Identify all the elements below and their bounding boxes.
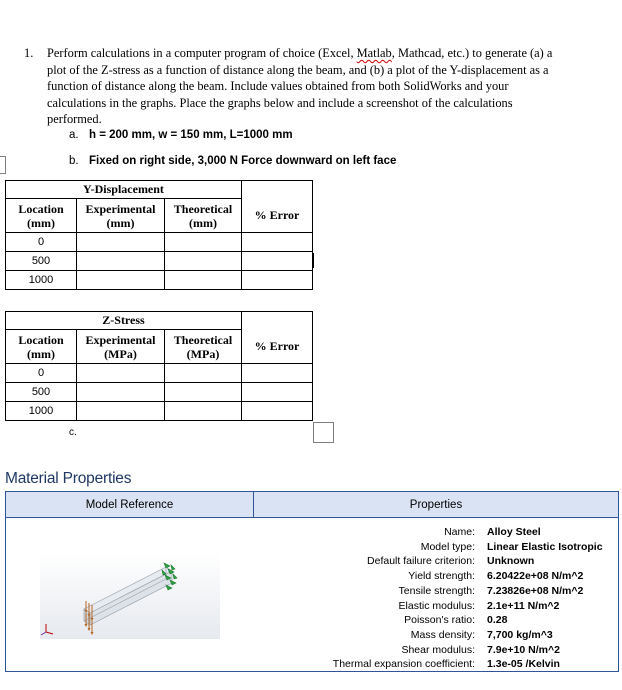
col-header: Theoretical (mm) [165, 199, 242, 233]
table-row [6, 383, 313, 402]
table-cell[interactable] [165, 402, 242, 421]
table-cell[interactable]: 1000 [6, 402, 77, 421]
property-row: Poisson's ratio: 0.28 [404, 614, 508, 627]
property-row: Model type: Linear Elastic Isotropic [420, 540, 603, 553]
col-header: % Error [242, 199, 313, 233]
z-stress-table [5, 311, 313, 421]
table-cell[interactable] [165, 383, 242, 402]
margin-marker [0, 156, 6, 174]
table-cell[interactable] [165, 271, 242, 290]
property-row: Shear modulus: 7.9e+10 N/m^2 [401, 643, 560, 656]
property-row: Mass density: 7,700 kg/m^3 [410, 628, 553, 641]
properties-header: Properties [409, 499, 463, 511]
table-cell[interactable] [242, 271, 313, 290]
question-text: Perform calculations in a computer program of choice (Excel, Matlab, Mathcad, etc.) to generate (a) a plot of the Z-stress as a function of distance along the beam, and (b) a plot of the Y-displacement as a function of distance along the beam. Include values obtained from both SolidWorks and your calculations in the graphs. Place the graphs below and include a screenshot of the calculations performed. [47, 46, 553, 127]
col-header: Experimental (MPa) [77, 330, 165, 364]
table-cell[interactable]: 500 [6, 252, 77, 271]
table-cell[interactable] [77, 252, 165, 271]
question-number: 1. [24, 46, 34, 60]
table-cell[interactable] [242, 402, 313, 421]
table-row [6, 233, 313, 252]
table-cell[interactable]: 0 [6, 233, 77, 252]
beam-model-image [40, 553, 220, 639]
table-title: Y-Displacement [6, 181, 242, 199]
table-cell[interactable] [77, 271, 165, 290]
model-reference-header: Model Reference [85, 499, 174, 511]
properties-list [300, 525, 603, 672]
table-row [6, 364, 313, 383]
axis-triad-icon [40, 623, 54, 637]
property-row: Tensile strength: 7.23826e+08 N/m^2 [398, 584, 584, 597]
table-cell[interactable]: 0 [6, 364, 77, 383]
question-block [24, 45, 564, 128]
table-cell[interactable]: 1000 [6, 271, 77, 290]
table-cell[interactable] [242, 383, 313, 402]
col-header: Theoretical (MPa) [165, 330, 242, 364]
property-row: Name: Alloy Steel [444, 526, 541, 538]
sub-item-b: b. Fixed on right side, 3,000 N Force downward on left face [69, 155, 397, 167]
table-cell[interactable] [165, 252, 242, 271]
table-cell[interactable]: 500 [6, 383, 77, 402]
col-header: Location (mm) [6, 199, 77, 233]
table-cell[interactable] [165, 233, 242, 252]
table-cell[interactable] [242, 364, 313, 383]
y-displacement-table [5, 180, 313, 290]
col-header: Experimental (mm) [77, 199, 165, 233]
property-row: Yield strength: 6.20422e+08 N/m^2 [408, 570, 584, 583]
table-row [6, 271, 313, 290]
material-properties-heading: Material Properties [5, 470, 132, 487]
image-placeholder[interactable] [313, 422, 334, 443]
sub-item-c: c. [69, 427, 77, 438]
property-row: Thermal expansion coefficient: 1.3e-05 /Kelvin [332, 658, 560, 671]
col-header: % Error [242, 330, 313, 364]
sub-item-a: a. h = 200 mm, w = 150 mm, L=1000 mm [69, 129, 293, 141]
table-row [6, 252, 313, 271]
col-header: Location (mm) [6, 330, 77, 364]
property-row: Elastic modulus: 2.1e+11 N/m^2 [398, 599, 560, 612]
table-cell[interactable] [242, 233, 313, 252]
table-cell[interactable] [242, 252, 313, 271]
table-cell[interactable] [77, 383, 165, 402]
table-cell[interactable] [77, 402, 165, 421]
table-cell[interactable] [165, 364, 242, 383]
table-title: Z-Stress [6, 312, 242, 330]
spellcheck-word: Matlab [356, 46, 392, 60]
table-cell[interactable] [77, 233, 165, 252]
table-row [6, 402, 313, 421]
table-cell[interactable] [77, 364, 165, 383]
beam-model-icon [40, 553, 220, 639]
property-row: Default failure criterion: Unknown [367, 555, 535, 568]
text-cursor [313, 253, 314, 268]
